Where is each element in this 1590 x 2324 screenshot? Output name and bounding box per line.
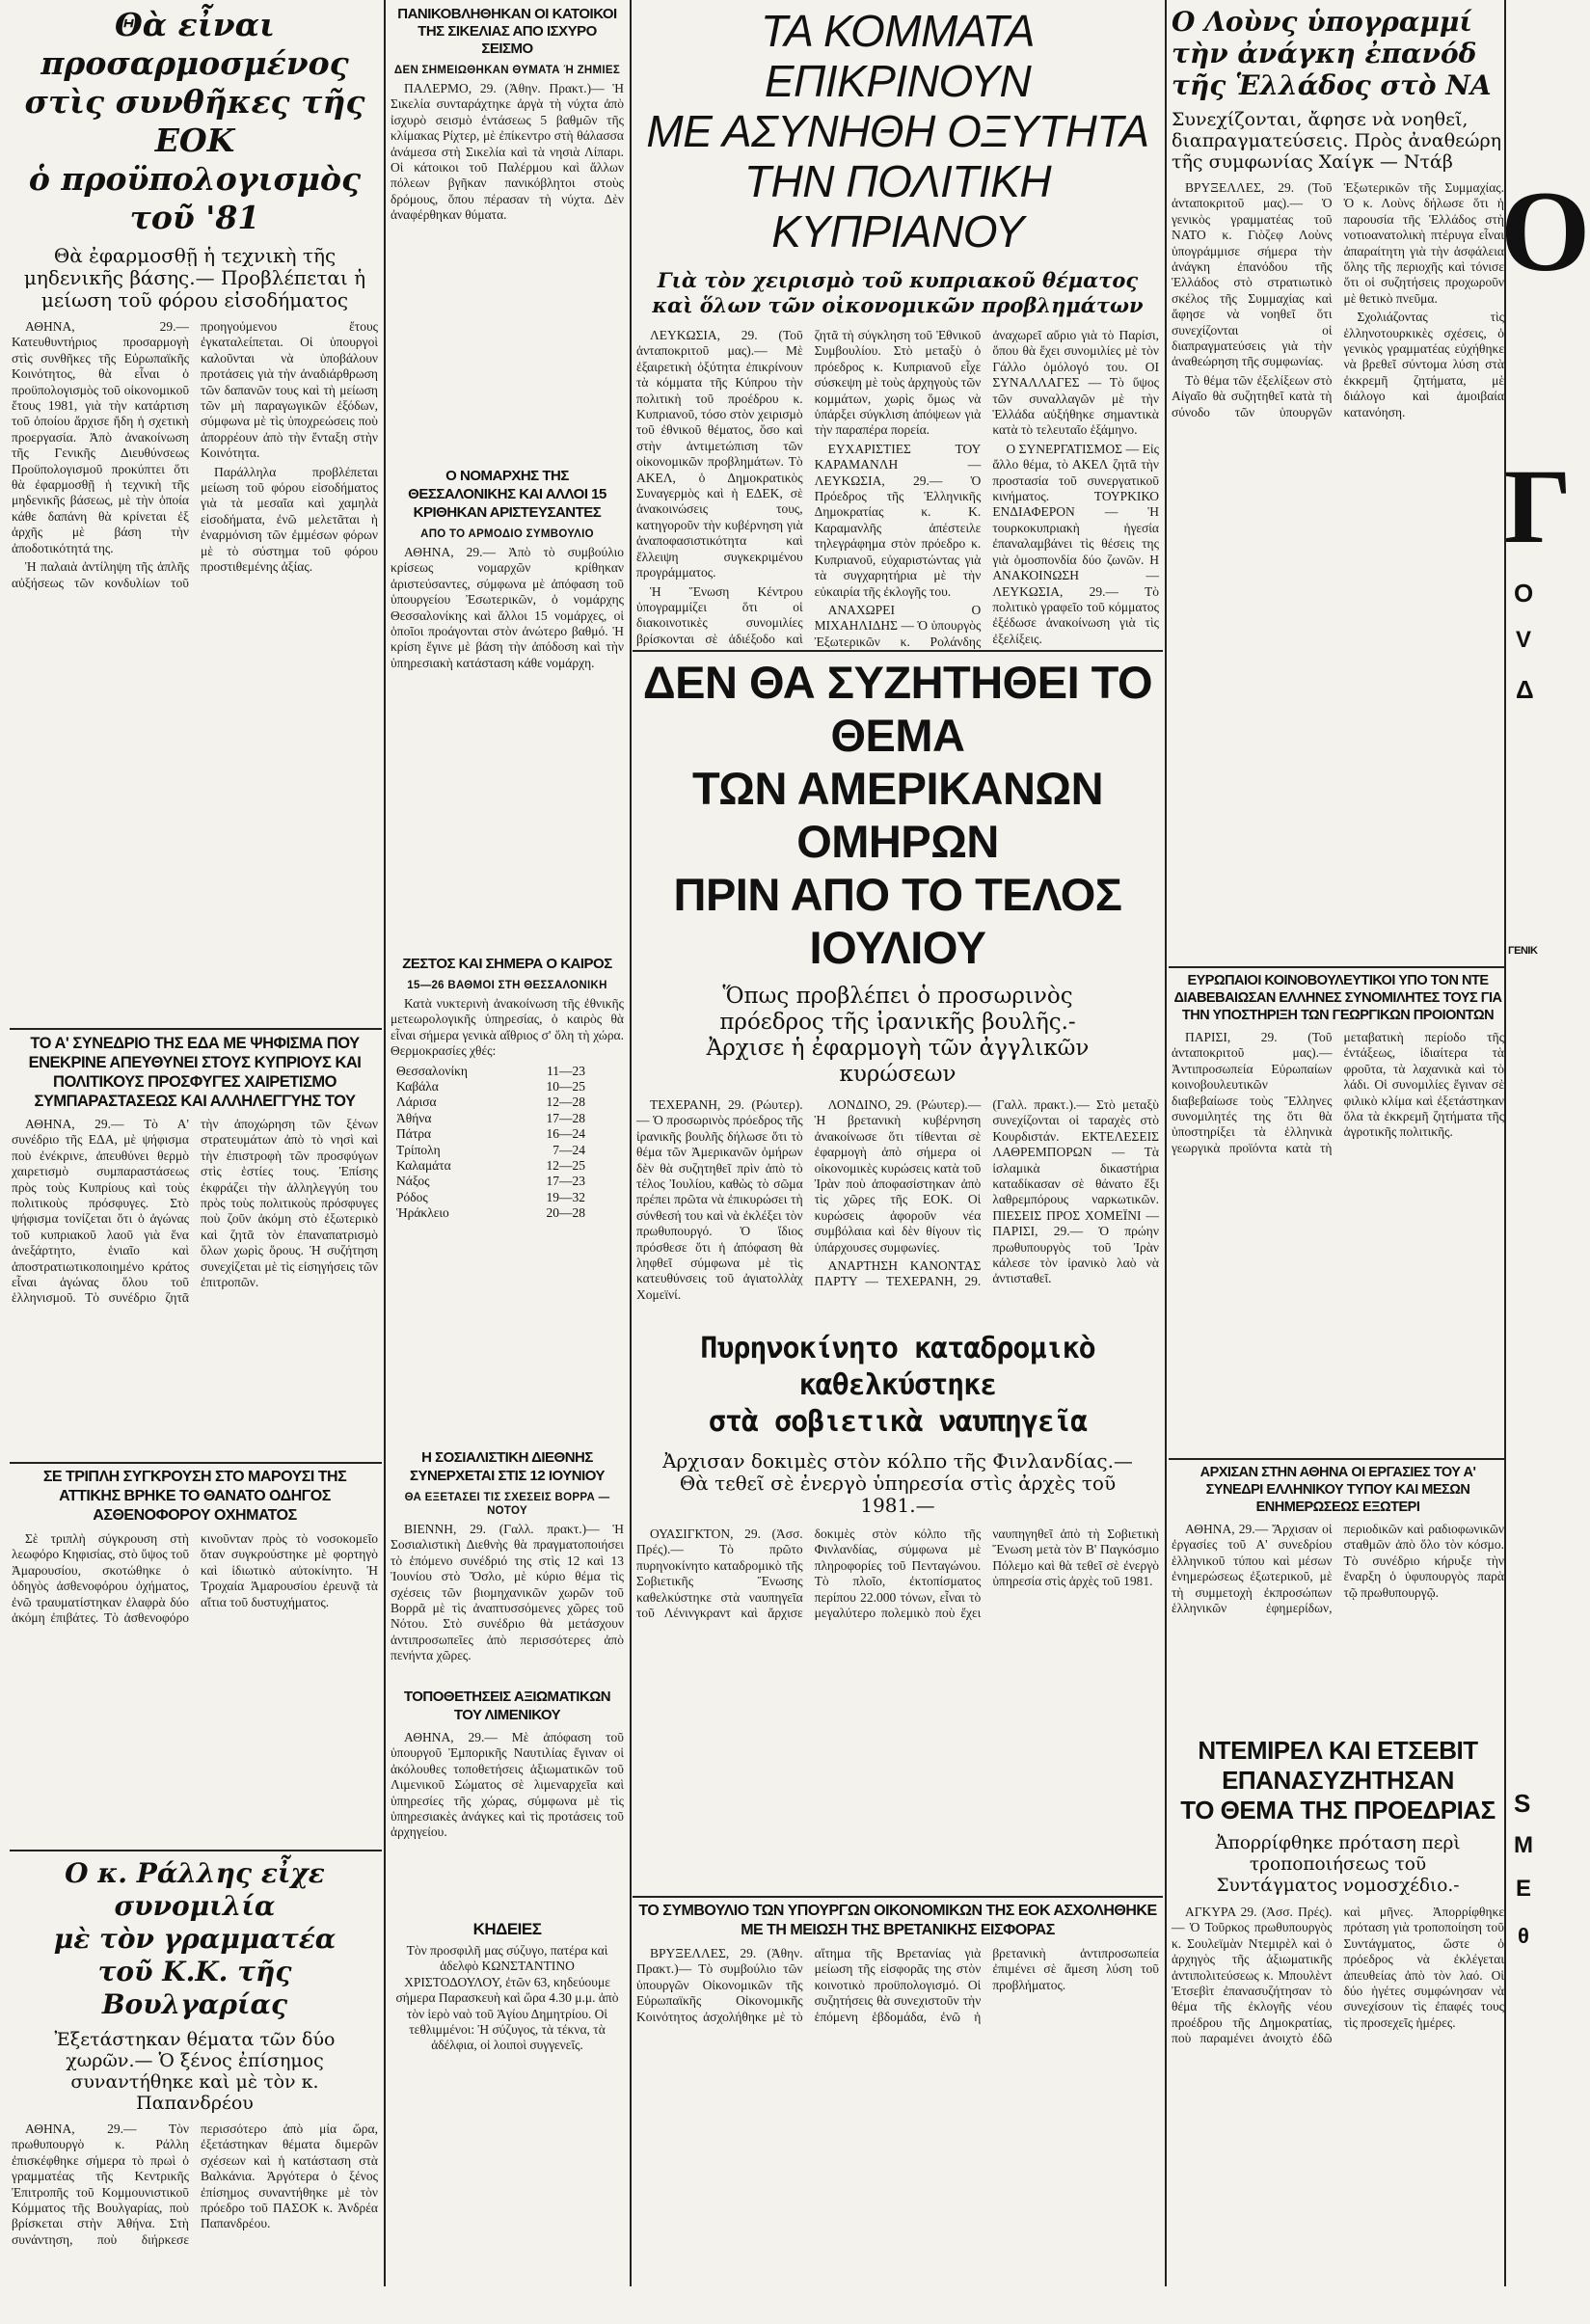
luns-subhead: Συνεχίζονται, ἄφησε νὰ νοηθεῖ, διαπραγματεύσεις. Πρὸς ἀναθεώρη τῆς συμφωνίας Χαίγκ — Ντάβ [1172, 109, 1502, 173]
cruiser-body: ΟΥΑΣΙΓΚΤΟΝ, 29. (Ἀσσ. Πρές).— Τὸ πρῶτο πυρηνοκίνητο καταδρομικὸ τῆς Σοβιετικῆς Ἕνωσης καθελκύστηκε στὰ ναυπηγεῖα τοῦ Λένινγκραντ καὶ ἄρχισε δοκιμὲς στὸν κόλπο τῆς Φινλανδίας, σύμφωνα μὲ πληροφορίες τοῦ Πενταγώνου. Τὸ πλοῖο, ἐκτοπίσματος περίπου 22.000 τόνων, εἶναι τὸ μεγαλύτερο πολεμικὸ ποὺ ἔχει ναυπηγηθεῖ ἀπὸ τὴ Σοβιετικὴ Ἕνωση μετὰ τὸν Β' Παγκόσμιο Πόλεμο καὶ θὰ τεθεῖ σὲ ἐνεργὸ ὑπηρεσία στὶς ἀρχὲς τοῦ 1981. [636, 1527, 1159, 1621]
nomarch-subhead: ΑΠΟ ΤΟ ΑΡΜΟΔΙΟ ΣΥΜΒΟΥΛΙΟ [420, 528, 594, 540]
column-rule-1 [384, 0, 386, 2286]
cropped-edge-column [1500, 0, 1590, 2286]
hostages-subhead: Ὅπως προβλέπει ὁ προσωρινὸς πρόεδρος τῆς ἰρανικῆς βουλῆς.- Ἀρχισε ἡ ἐφαρμογὴ τῶν ἀγγλικῶν κυρώσεων [706, 984, 1090, 1087]
accident-body: Σὲ τριπλὴ σύγκρουση στὴ λεωφόρο Κηφισίας, στὸ ὕψος τοῦ Ἀμαρουσίου, σκοτώθηκε ὁ ὁδηγὸς ἀσθενοφόρου ὀχήματος, ἐνῶ τραυματίστηκαν ἐλαφρὰ δύο ἀκόμη ἐπιβάτες. Τὸ ἀσθενοφόρο κινοῦνταν πρὸς τὸ νοσοκομεῖο ὅταν συγκρούστηκε μὲ φορτηγὸ καὶ ἰδιωτικὸ αὐτοκίνητο. Ἡ Τροχαία Ἀμαρουσίου ἐρευνᾷ τὰ αἴτια τοῦ δυστυχήματος. [12, 1531, 378, 1626]
press-congress-body: ΑΘΗΝΑ, 29.— Ἄρχισαν οἱ ἐργασίες τοῦ Α' συνεδρίου ἑλληνικοῦ τύπου καὶ μέσων ἐνημερώσεως ἐξωτερικοῦ, μὲ τὴ συμμετοχὴ ἐκπροσώπων ἑλληνικῶν ἐφημερίδων, περιοδικῶν καὶ ραδιοφωνικῶν σταθμῶν ἀπὸ ὅλο τὸν κόσμο. Τὸ συνέδριο κήρυξε τὴν ἔναρξη ὁ ὑφυπουργὸς παρὰ τῷ πρωθυπουργῷ. [1172, 1522, 1504, 1616]
eec-body: ΒΡΥΞΕΛΛΕΣ, 29. (Ἀθην. Πρακτ.)— Τὸ συμβούλιο τῶν ὑπουργῶν Οἰκονομικῶν τῆς Εὐρωπαϊκῆς Οἰκονομικῆς Κοινότητος ἀσχολήθηκε μὲ τὸ αἴτημα τῆς Βρετανίας γιὰ μείωση τῆς εἰσφορᾶς της στὸν κοινοτικὸ προϋπολογισμό. Οἱ συζητήσεις θὰ συνεχιστοῦν τὴν ἑπόμενη ἑβδομάδα, ἐνῶ ἡ βρετανικὴ ἀντιπροσωπεία ἐπιμένει σὲ ἄμεση λύση τοῦ προβλήματος. [636, 1946, 1159, 2024]
temp-row: Λάρισα 12—28 [396, 1094, 585, 1110]
budget-headline: Θὰ εἶναι προσαρμοσμένος στὶς συνθῆκες τῆς ΕΟΚ ὁ προϋπολογισμὸς τοῦ '81 [24, 6, 365, 236]
budget-subhead: Θὰ ἐφαρμοσθῇ ἡ τεχνικὴ τῆς μηδενικῆς βάσης.— Προβλέπεται ἡ μείωση τοῦ φόρου εἰσοδήματος [23, 244, 366, 311]
eda-headline: ΤΟ Α' ΣΥΝΕΔΡΙΟ ΤΗΣ ΕΔΑ ΜΕ ΨΗΦΙΣΜΑ ΠΟΥ ΕΝΕΚΡΙΝΕ ΑΠΕΥΘΥΝΕΙ ΣΤΟΥΣ ΚΥΠΡΙΟΥΣ ΚΑΙ ΠΟΛΙΤΙΚΟΥΣ ΠΡΟΣΦΥΓΕΣ ΧΑΙΡΕΤΙΣΜΟ ΣΥΜΠΑΡΑΣΤΑΣΕΩΣ ΚΑΙ ΑΛΛΗΛΕΓΓΥΗΣ ΤΟΥ [28, 1035, 362, 1110]
coastguard-headline: ΤΟΠΟΘΕΤΗΣΕΙΣ ΑΞΙΩΜΑΤΙΚΩΝ ΤΟΥ ΛΙΜΕΝΙΚΟΥ [403, 1689, 611, 1723]
coastguard-body: ΑΘΗΝΑ, 29.— Μὲ ἀπόφαση τοῦ ὑπουργοῦ Ἐμπορικῆς Ναυτιλίας ἔγιναν οἱ ἀκόλουθες τοποθετήσεις ἀξιωματικῶν τοῦ Λιμενικοῦ Σώματος σὲ λιμεναρχεῖα καὶ ὑπηρεσίες τῆς χώρας, σύμφωνα μὲ τὶς ὑπηρεσιακὲς ἀνάγκες καὶ τὶς προτάσεις τοῦ ἀρχηγείου. [391, 1730, 624, 1840]
cyprus-body: ΛΕΥΚΩΣΙΑ, 29. (Τοῦ ἀνταποκριτοῦ μας).— Μὲ ἐξαιρετικὴ ὀξύτητα ἐπικρίνουν τὰ κόμματα τῆς Κύπρου τὴν πολιτικὴ τοῦ προέδρου κ. Κυπριανοῦ, τόσο στὸν χειρισμὸ τοῦ ἐθνικοῦ θέματος, ὅσο καὶ στὴν ἀντιμετώπιση τῶν οἰκονομικῶν προβλημάτων. Τὸ ΑΚΕΛ, ὁ Δημοκρατικὸς Συναγερμὸς καὶ ἡ ΕΔΕΚ, σὲ ἀνακοινώσεις τους, κατηγοροῦν τὴν κυβέρνηση γιὰ ἀναποφασιστικότητα καὶ ἔλλειψη συγκεκριμένου προγράμματος. Ἡ Ἕνωση Κέντρου ὑπογραμμίζει ὅτι οἱ διακοινοτικὲς συνομιλίες βρίσκονται σὲ ἀδιέξοδο καὶ ζητᾶ τὴ σύγκληση τοῦ Ἐθνικοῦ Συμβουλίου. Στὸ μεταξὺ ὁ πρόεδρος κ. Κυπριανοῦ εἶχε σύσκεψη μὲ τοὺς ἀρχηγοὺς τῶν κομμάτων, χωρὶς ὅμως νὰ ὑπάρξει σύγκλιση ἀπόψεων γιὰ τὴν παραπέρα πορεία. ΕΥΧΑΡΙΣΤΙΕΣ ΤΟΥ ΚΑΡΑΜΑΝΛΗ — ΛΕΥΚΩΣΙΑ, 29.— Ὁ Πρόεδρος τῆς Ἑλληνικῆς Δημοκρατίας κ. Κ. Καραμανλῆς ἀπέστειλε τηλεγράφημα στὸν πρόεδρο κ. Κυπριανοῦ, εὐχαριστώντας γιὰ τὰ συγχαρητήρια μὲ τὴν εὐκαιρία τῆς ἐκλογῆς του. ΑΝΑΧΩΡΕΙ Ο ΜΙΧΑΗΛΙΔΗΣ — Ὁ ὑπουργὸς Ἐξωτερικῶν κ. Ρολάνδης ἀναχωρεῖ αὔριο γιὰ τὸ Παρίσι, ὅπου θὰ ἔχει συνομιλίες μὲ τὸν Γάλλο ὁμόλογό του. ΟΙ ΣΥΝΑΛΛΑΓΕΣ — Τὸ ὕψος τῶν συναλλαγῶν μὲ τὴν Ἑλλάδα αὐξήθηκε σημαντικὰ κατὰ τὸ τελευταῖο ἑξάμηνο. Ο ΣΥΝΕΡΓΑΤΙΣΜΟΣ — Εἰς ἄλλο θέμα, τὸ ΑΚΕΛ ζητᾶ τὴν προστασία τοῦ συνεργατικοῦ κινήματος. ΤΟΥΡΚΙΚΟ ΕΝΔΙΑΦΕΡΟΝ — Ἡ τουρκοκυπριακὴ ἡγεσία ἐπαναλαμβάνει τὶς θέσεις της γιὰ ὁμοσπονδία δύο ζωνῶν. Η ΑΝΑΚΟΙΝΩΣΗ — ΛΕΥΚΩΣΙΑ, 29.— Τὸ πολιτικὸ γραφεῖο τοῦ κόμματος ἐξέδωσε ἀνακοίνωση γιὰ τὶς ἐξελίξεις. [636, 328, 1159, 649]
temp-row: Ρόδος 19—32 [396, 1189, 585, 1204]
eec-story [636, 1902, 1159, 2282]
temp-row: Ἡράκλειο 20—28 [396, 1205, 585, 1221]
rule-col1-b [10, 1462, 382, 1464]
coastguard-story [391, 1688, 624, 1909]
edge-fragment-8: θ [1518, 1924, 1529, 1948]
socialist-headline: Η ΣΟΣΙΑΛΙΣΤΙΚΗ ΔΙΕΘΝΗΣ ΣΥΝΕΡΧΕΤΑΙ ΣΤΙΣ 12 ΙΟΥΝΙΟΥ [409, 1449, 606, 1484]
edge-fragment-2: V [1516, 627, 1531, 653]
eec-headline: ΤΟ ΣΥΜΒΟΥΛΙΟ ΤΩΝ ΥΠΟΥΡΓΩΝ ΟΙΚΟΝΟΜΙΚΩΝ ΤΗΣ ΕΟΚ ΑΣΧΟΛΗΘΗΚΕ ΜΕ ΤΗ ΜΕΙΩΣΗ ΤΗΣ ΒΡΕΤΑΝΙΚΗΣ ΕΙΣΦΟΡΑΣ [638, 1903, 1157, 1938]
edge-fragment-7: Ε [1516, 1876, 1531, 1902]
rule-col4-b [1169, 1458, 1504, 1460]
temp-row: Καβάλα 10—25 [396, 1079, 585, 1094]
budget-body: ΑΘΗΝΑ, 29.— Κατευθυντήριος προσαρμογὴ στὶς συνθῆκες τῆς Εὐρωπαϊκῆς Κοινότητος, θὰ εἶναι ὁ προϋπολογισμὸς τοῦ οἰκονομικοῦ ἔτους 1981, γιὰ τὴν κατάρτιση τοῦ ὁποίου ἄρχισε ἤδη ἡ σχετικὴ προεργασία. Ἀπὸ ἀνακοίνωση τῆς Γενικῆς Διευθύνσεως Προϋπολογισμοῦ προκύπτει ὅτι θὰ ἐφαρμοσθῇ ἡ τεχνικὴ τῆς μηδενικῆς βάσεως, μὲ τὴν ὁποία κάθε δαπάνη θὰ κρίνεται ἐξ ἀρχῆς μὲ βάση τὴν ἀποδοτικότητά της. Ἡ παλαιὰ ἀντίληψη τῆς ἁπλῆς αὐξήσεως τῶν κονδυλίων τοῦ προηγούμενου ἔτους ἐγκαταλείπεται. Οἱ ὑπουργοὶ καλοῦνται νὰ ὑποβάλουν προτάσεις γιὰ τὴν ἀναδιάρθρωση τῶν δαπανῶν τους καὶ τὴ μείωση τῶν μὴ παραγωγικῶν ἐξόδων, σύμφωνα μὲ τὶς ὑποχρεώσεις ποὺ ἀπορρέουν ἀπὸ τὴν ἔνταξη στὴν Κοινότητα. Παράλληλα προβλέπεται μείωση τοῦ φόρου εἰσοδήματος γιὰ τὰ μεσαῖα καὶ χαμηλὰ εἰσοδήματα, ἐνῶ μελετᾶται ἡ ἐναρμόνιση τῶν ἐμμέσων φόρων μὲ τὸ σύστημα τοῦ φόρου προστιθεμένης ἀξίας. [12, 319, 378, 590]
cyprus-headline: ΤΑ ΚΟΜΜΑΤΑ ΕΠΙΚΡΙΝΟΥΝ ΜΕ ΑΣΥΝΗΘΗ ΟΞΥΤΗΤΑ ΤΗΝ ΠΟΛΙΤΙΚΗ ΚΥΠΡΙΑΝΟΥ [646, 6, 1149, 257]
eda-story [12, 1034, 378, 1458]
weather-subhead: 15—26 ΒΑΘΜΟΙ ΣΤΗ ΘΕΣΣΑΛΟΝΙΚΗ [407, 980, 607, 991]
hostages-story [636, 656, 1159, 1331]
press-congress-story [1172, 1464, 1504, 1734]
edge-fragment-3: Δ [1516, 675, 1534, 704]
temp-row: Πάτρα 16—24 [396, 1126, 585, 1142]
mep-story [1172, 972, 1504, 1454]
socialist-body: ΒΙΕΝΝΗ, 29. (Γαλλ. πρακτ.)— Ἡ Σοσιαλιστικὴ Διεθνὴς θὰ πραγματοποιήσει τὸ ἑπόμενο συνέδριό της στὶς 12 καὶ 13 Ἰουνίου στὸ Ὄσλο, μὲ κύριο θέμα τὶς σχέσεις τῶν βιομηχανικῶν χωρῶν τοῦ Βορρᾶ μὲ τὶς ἀναπτυσσόμενες χῶρες τοῦ Νότου. Στὸ συνέδριο θὰ μετάσχουν ἀντιπροσωπεῖες ἀπὸ περισσότερες ἀπὸ πενήντα χῶρες. [391, 1522, 624, 1663]
sicily-body: ΠΑΛΕΡΜΟ, 29. (Ἀθην. Πρακτ.)— Ἡ Σικελία συνταράχτηκε ἀργὰ τὴ νύχτα ἀπὸ ἰσχυρὸ σεισμὸ ἐντάσεως 5 βαθμῶν τῆς κλίμακας Ρίχτερ, μὲ ἐπίκεντρο στὴ θάλασσα ἀνάμεσα στὴ Σικελία καὶ τὰ νησιὰ Λίπαρι. Οἱ κάτοικοι τοῦ Παλέρμου καὶ ἄλλων πόλεων βγῆκαν πανικόβλητοι στοὺς δρόμους, ὅπου πέρασαν τὴ νύχτα. Δὲν ἀναφέρθηκαν θύματα. [391, 81, 624, 223]
rule-col1-a [10, 1028, 382, 1030]
temp-row: Καλαμάτα 12—25 [396, 1158, 585, 1174]
demirel-subhead: Ἀπορρίφθηκε πρόταση περὶ τροποποιήσεως τοῦ Συντάγματος νομοσχέδιο.- [1215, 1833, 1461, 1896]
rule-col3-a [633, 650, 1163, 652]
cruiser-story [636, 1331, 1159, 1890]
cyprus-story [636, 6, 1159, 649]
column-rule-3 [1165, 0, 1167, 2286]
luns-headline: Ο Λοὺνς ὑπογραμμί τὴν ἀνάγκη ἐπανόδ τῆς Ἑλλάδος στὸ ΝΑ [1172, 6, 1492, 101]
funeral-headline: ΚΗΔΕΙΕΣ [472, 1920, 542, 1938]
temperature-table [396, 1064, 585, 1222]
edge-big-letter-1: Ο [1500, 167, 1590, 295]
nomarch-story [391, 467, 624, 949]
cyprus-subhead: Γιὰ τὸν χειρισμὸ τοῦ κυπριακοῦ θέματος καὶ ὅλων τῶν οἰκονομικῶν προβλημάτων [652, 268, 1144, 317]
edge-fragment-6: Μ [1514, 1832, 1533, 1858]
cruiser-headline: Πυρηνοκίνητο καταδρομικὸ καθελκύστηκε στὰ σοβιετικὰ ναυπηγεῖα [700, 1332, 1095, 1439]
demirel-headline: ΝΤΕΜΙΡΕΛ ΚΑΙ ΕΤΣΕΒΙΤ ΕΠΑΝΑΣΥΖΗΤΗΣΑΝ ΤΟ ΘΕΜΑ ΤΗΣ ΠΡΟΕΔΡΙΑΣ [1180, 1736, 1496, 1824]
cruiser-subhead: Ἀρχισαν δοκιμὲς στὸν κόλπο τῆς Φινλανδίας.— Θὰ τεθεῖ σὲ ἐνεργὸ ὑπηρεσία στὶς ἀρχὲς τοῦ 1981.— [662, 1449, 1133, 1517]
eda-body: ΑΘΗΝΑ, 29.— Τὸ Α' συνέδριο τῆς ΕΔΑ, μὲ ψήφισμα ποὺ ἐνέκρινε, ἀπευθύνει θερμὸ χαιρετισμὸ συμπαραστάσεως πρὸς τοὺς Κυπρίους καὶ τοὺς πολιτικοὺς πρόσφυγες. Στὸ ψήφισμα τονίζεται ὅτι ὁ ἀγώνας τοῦ κυπριακοῦ λαοῦ γιὰ ἕνα ἀνεξάρτητο, ἑνιαῖο καὶ ἀποστρατιωτικοποιημένο κράτος εἶναι ἀγώνας ὅλου τοῦ ἑλληνισμοῦ. Τὸ συνέδριο ζητᾶ τὴν ἀποχώρηση τῶν ξένων στρατευμάτων ἀπὸ τὸ νησὶ καὶ τὴν ἐπιστροφὴ τῶν προσφύγων στὶς ἑστίες τους. Ἐπίσης ἐκφράζει τὴν ἀλληλεγγύη του πρὸς τοὺς πολιτικοὺς πρόσφυγες ποὺ ζοῦν ἀκόμη στὸ ἐξωτερικὸ καὶ ζητᾶ τὸν ἐπαναπατρισμὸ ὅλων χωρὶς ὅρους. Ἡ συζήτηση συνεχίζεται μὲ τὶς εἰσηγήσεις τῶν ἐπιτροπῶν. [12, 1117, 378, 1306]
luns-body: ΒΡΥΞΕΛΛΕΣ, 29. (Τοῦ ἀνταποκριτοῦ μας).— Ὁ γενικὸς γραμματέας τοῦ ΝΑΤΟ κ. Γιὸζεφ Λοὺνς ὑπογράμμισε σήμερα τὴν ἀνάγκη ἐπανόδου τῆς Ἑλλάδος στὸ στρατιωτικὸ σκέλος τῆς Συμμαχίας καὶ ἄφησε νὰ νοηθεῖ ὅτι συνεχίζονται οἱ διαπραγματεύσεις γιὰ τὴν ἀναθεώρηση τῆς συμφωνίας. Τὸ θέμα τῶν ἐξελίξεων στὸ Αἰγαῖο θὰ συζητηθεῖ κατὰ τὴ σύνοδο τῶν ὑπουργῶν Ἐξωτερικῶν τῆς Συμμαχίας. Ὁ κ. Λοὺνς δήλωσε ὅτι ἡ παρουσία τῆς Ἑλλάδος στὴ νοτιοανατολικὴ πτέρυγα εἶναι ἀπαραίτητη γιὰ τὴν ἀσφάλεια ὅλης τῆς περιοχῆς καὶ τόνισε ὅτι οἱ συζητήσεις προχωροῦν μὲ θετικὸ πνεῦμα. Σχολιάζοντας τὶς ἑλληνοτουρκικὲς σχέσεις, ὁ γενικὸς γραμματέας εὐχήθηκε νὰ βρεθεῖ σύντομα λύση στὰ ἐκκρεμῆ ζητήματα, μὲ διάλογο καὶ ἀμοιβαία κατανόηση. [1172, 180, 1504, 419]
press-congress-headline: ΑΡΧΙΣΑΝ ΣΤΗΝ ΑΘΗΝΑ ΟΙ ΕΡΓΑΣΙΕΣ ΤΟΥ Α' ΣΥΝΕΔΡΙ ΕΛΛΗΝΙΚΟΥ ΤΥΠΟΥ ΚΑΙ ΜΕΣΩΝ ΕΝΗΜΕΡΩΣΕΩΣ ΕΞΩΤΕΡΙ [1199, 1465, 1476, 1515]
hostages-body: ΤΕΧΕΡΑΝΗ, 29. (Ρώυτερ).— Ὁ προσωρινὸς πρόεδρος τῆς ἰρανικῆς βουλῆς δήλωσε ὅτι τὸ θέμα τῶν Ἀμερικανῶν ὁμήρων δὲν θὰ συζητηθεῖ πρὶν ἀπὸ τὸ τέλος Ἰουλίου, καθὼς τὸ σῶμα πρέπει πρῶτα νὰ ἐπικυρώσει τὴ σύνθεσή του καὶ νὰ ἐκλέξει τὸν πρωθυπουργό. Ὁ ἴδιος πρόσθεσε ὅτι ἡ ἀπόφαση θὰ ληφθεῖ σύμφωνα μὲ τὶς κατευθύνσεις τοῦ ἀγιατολλὰχ Χομεϊνί. ΛΟΝΔΙΝΟ, 29. (Ρώυτερ).— Ἡ βρετανικὴ κυβέρνηση ἀνακοίνωσε ὅτι τίθενται σὲ ἐφαρμογὴ ἀπὸ σήμερα οἱ οἰκονομικὲς κυρώσεις κατὰ τοῦ Ἰρὰν ποὺ ἀποφασίστηκαν ἀπὸ τὶς χῶρες τῆς ΕΟΚ. Οἱ κυρώσεις ἀφοροῦν νέα συμβόλαια καὶ δὲν θίγουν τὶς ὑπάρχουσες συμφωνίες. ΑΝΑΡΤΗΣΗ ΚΑΝΟΝΤΑΣ ΠΑΡΤΥ — ΤΕΧΕΡΑΝΗ, 29. (Γαλλ. πρακτ.).— Στὸ μεταξὺ συνεχίζονται οἱ ταραχὲς στὸ Κουρδιστάν. ΕΚΤΕΛΕΣΕΙΣ ΛΑΘΡΕΜΠΟΡΩΝ — Τὰ ἰσλαμικὰ δικαστήρια καταδίκασαν σὲ θάνατο ἕξι λαθρεμπόρους ναρκωτικῶν. ΠΙΕΣΕΙΣ ΠΡΟΣ ΧΟΜΕΪΝΙ — ΠΑΡΙΣΙ, 29.— Ὁ πρώην πρωθυπουργὸς τοῦ Ἰρὰν κάλεσε τὸν ἰρανικὸ λαὸ νὰ ἀντισταθεῖ. [636, 1097, 1159, 1302]
edge-fragment-1: Ο [1514, 579, 1533, 608]
sicily-headline: ΠΑΝΙΚΟΒΛΗΘΗΚΑΝ ΟΙ ΚΑΤΟΙΚΟΙ ΤΗΣ ΣΙΚΕΛΙΑΣ ΑΠΟ ΙΣΧΥΡΟ ΣΕΙΣΜΟ [397, 6, 617, 57]
accident-headline: ΣΕ ΤΡΙΠΛΗ ΣΥΓΚΡΟΥΣΗ ΣΤΟ ΜΑΡΟΥΣΙ ΤΗΣ ΑΤΤΙΚΗΣ ΒΡΗΚΕ ΤΟ ΘΑΝΑΤΟ ΟΔΗΓΟΣ ΑΣΘΕΝΟΦΟΡΟΥ ΟΧΗΜΑΤΟΣ [42, 1469, 347, 1524]
rallis-subhead: Ἐξετάστηκαν θέματα τῶν δύο χωρῶν.— Ὁ ξένος ἐπίσημος συναντήθηκε καὶ μὲ τὸν κ. Παπανδρέου [54, 2029, 336, 2114]
sicily-story [391, 6, 624, 430]
temp-row: Τρίπολη 7—24 [396, 1142, 585, 1157]
funeral-notice [391, 1919, 624, 2276]
budget-story [12, 6, 378, 1026]
column-rule-2 [630, 0, 632, 2286]
rule-col3-b [633, 1896, 1163, 1898]
edge-big-letter-2: Γ [1504, 447, 1572, 565]
rule-col1-c [10, 1850, 382, 1851]
sicily-subhead: ΔΕΝ ΣΗΜΕΙΩΘΗΚΑΝ ΘΥΜΑΤΑ Ή ΖΗΜΙΕΣ [393, 65, 621, 76]
rallis-body: ΑΘΗΝΑ, 29.— Τὸν πρωθυπουργὸ κ. Ράλλη ἐπισκέφθηκε σήμερα τὸ πρωὶ ὁ γραμματέας τῆς Κεντρικῆς Ἐπιτροπῆς τοῦ Κομμουνιστικοῦ Κόμματος τῆς Βουλγαρίας, ποὺ βρίσκεται στὴν Ἀθήνα. Στὴ συνάντηση, ποὺ διήρκεσε περισσότερο ἀπὸ μία ὥρα, ἐξετάστηκαν θέματα διμερῶν σχέσεων καὶ ἡ κατάσταση στὰ Βαλκάνια. Ἀργότερα ὁ ξένος ἐπίσημος συναντήθηκε μὲ τὸν πρόεδρο τοῦ ΠΑΣΟΚ κ. Ἀνδρέα Παπανδρέου. [12, 2121, 378, 2247]
demirel-body: ΑΓΚΥΡΑ 29. (Ἀσσ. Πρές).— Ὁ Τοῦρκος πρωθυπουργὸς κ. Σουλεϊμὰν Ντεμιρὲλ καὶ ὁ ἀρχηγὸς τῆς ἀξιωματικῆς ἀντιπολιτεύσεως κ. Μπουλὲντ Ἐτσεβὶτ ἐπανασυζήτησαν τὸ θέμα τῆς ἐκλογῆς νέου προέδρου τῆς Δημοκρατίας, ποὺ παραμένει ἀνοιχτὸ ἐδῶ καὶ μῆνες. Ἀπορρίφθηκε πρόταση γιὰ τροποποίηση τοῦ Συντάγματος, ὥστε ὁ πρόεδρος νὰ ἐκλέγεται ἀπευθείας ἀπὸ τὸν λαό. Οἱ δύο ἡγέτες συμφώνησαν νὰ συνεχίσουν τὶς ἐπαφές τους τὶς προσεχεῖς ἡμέρες. [1172, 1905, 1504, 2046]
luns-story [1172, 6, 1504, 960]
socialist-subhead: ΘΑ ΕΞΕΤΑΣΕΙ ΤΙΣ ΣΧΕΣΕΙΣ ΒΟΡΡΑ — ΝΟΤΟΥ [404, 1492, 610, 1517]
rallis-headline: Ο κ. Ράλλης εἶχε συνομιλία μὲ τὸν γραμματέα τοῦ Κ.Κ. τῆς Βουλγαρίας [53, 1857, 337, 2020]
edge-fragment-4: ΓΕΝΙΚ [1508, 945, 1538, 957]
temp-row: Θεσσαλονίκη 11—23 [396, 1063, 585, 1078]
temp-row: Νάξος 17—23 [396, 1174, 585, 1189]
accident-story [12, 1468, 378, 1846]
weather-headline: ΖΕΣΤΟΣ ΚΑΙ ΣΗΜΕΡΑ Ο ΚΑΙΡΟΣ [402, 956, 612, 972]
hostages-headline: ΔΕΝ ΘΑ ΣΥΖΗΤΗΘΕΙ ΤΟ ΘΕΜΑ ΤΩΝ ΑΜΕΡΙΚΑΝΩΝ ΟΜΗΡΩΝ ΠΡΙΝ ΑΠΟ ΤΟ ΤΕΛΟΣ ΙΟΥΛΙΟΥ [642, 657, 1153, 973]
weather-body: Κατὰ νυκτερινὴ ἀνακοίνωση τῆς ἐθνικῆς μετεωρολογικῆς ὑπηρεσίας, ὁ καιρὸς θὰ εἶναι σήμερα γενικὰ αἴθριος σ' ὅλη τὴ χώρα. Θερμοκρασίες χθές: [391, 996, 624, 1059]
edge-fragment-5: S [1514, 1789, 1530, 1818]
funeral-body: Τὸν προσφιλῆ μας σύζυγο, πατέρα καὶ ἀδελφὸ ΚΩΝΣΤΑΝΤΙΝΟ ΧΡΙΣΤΟΔΟΥΛΟΥ, ἐτῶν 63, κηδεύουμε σήμερα Παρασκευὴ καὶ ὥρα 4.30 μ.μ. ἀπὸ τὸν ἱερὸ ναὸ τοῦ Ἁγίου Δημητρίου. Οἱ τεθλιμμένοι: Ἡ σύζυγος, τὰ τέκνα, τὰ ἀδέλφια, οἱ λοιποὶ συγγενεῖς. [395, 1943, 619, 2053]
nomarch-headline: Ο ΝΟΜΑΡΧΗΣ ΤΗΣ ΘΕΣΣΑΛΟΝΙΚΗΣ ΚΑΙ ΑΛΛΟΙ 15 ΚΡΙΘΗΚΑΝ ΑΡΙΣΤΕΥΣΑΝΤΕΣ [408, 468, 606, 521]
demirel-story [1172, 1736, 1504, 2282]
mep-body: ΠΑΡΙΣΙ, 29. (Τοῦ ἀνταποκριτοῦ μας).— Ἀντιπροσωπεία Εὐρωπαίων κοινοβουλευτικῶν διαβεβαίωσε τοὺς Ἕλληνες συνομιλητές της ὅτι θὰ ὑποστηρίξει τὰ ἑλληνικὰ γεωργικὰ προϊόντα κατὰ τὴ μεταβατικὴ περίοδο τῆς ἐντάξεως, ἰδιαίτερα τὰ φροῦτα, τὰ λαχανικὰ καὶ τὸ λάδι. Οἱ συνομιλίες ἔγιναν σὲ φιλικὸ κλίμα καὶ ἐξετάστηκαν ὅλα τὰ ἐκκρεμῆ ζητήματα τῆς ἀγροτικῆς πολιτικῆς. [1172, 1030, 1504, 1155]
nomarch-body: ΑΘΗΝΑ, 29.— Ἀπὸ τὸ συμβούλιο κρίσεως νομαρχῶν κρίθηκαν ἀριστεύσαντες, σύμφωνα μὲ ἀπόφαση τοῦ ὑπουργείου Ἐσωτερικῶν, ὁ νομάρχης Θεσσαλονίκης καὶ ἄλλοι 15 νομάρχες, οἱ ὁποῖοι προάγονται στὸν ἀνώτερο βαθμό. Ἡ κρίση ἔγινε μὲ βάση τὴν ἀπόδοση καὶ τὴν ὑπηρεσιακὴ κατάσταση κάθε νομάρχη. [391, 545, 624, 670]
mep-headline: ΕΥΡΩΠΑΙΟΙ ΚΟΙΝΟΒΟΥΛΕΥΤΙΚΟΙ ΥΠΟ ΤΟΝ ΝΤΕ ΔΙΑΒΕΒΑΙΩΣΑΝ ΕΛΛΗΝΕΣ ΣΥΝΟΜΙΛΗΤΕΣ ΤΟΥΣ ΓΙΑ ΤΗΝ ΥΠΟΣΤΗΡΙΞΗ ΤΩΝ ΓΕΩΡΓΙΚΩΝ ΠΡΟΙΟΝΤΩΝ [1173, 973, 1502, 1023]
rule-col4-a [1169, 966, 1504, 968]
column-rule-4 [1504, 0, 1506, 2286]
rallis-story [12, 1857, 378, 2282]
weather-story [391, 955, 624, 1446]
temp-row: Ἀθήνα 17—28 [396, 1110, 585, 1125]
